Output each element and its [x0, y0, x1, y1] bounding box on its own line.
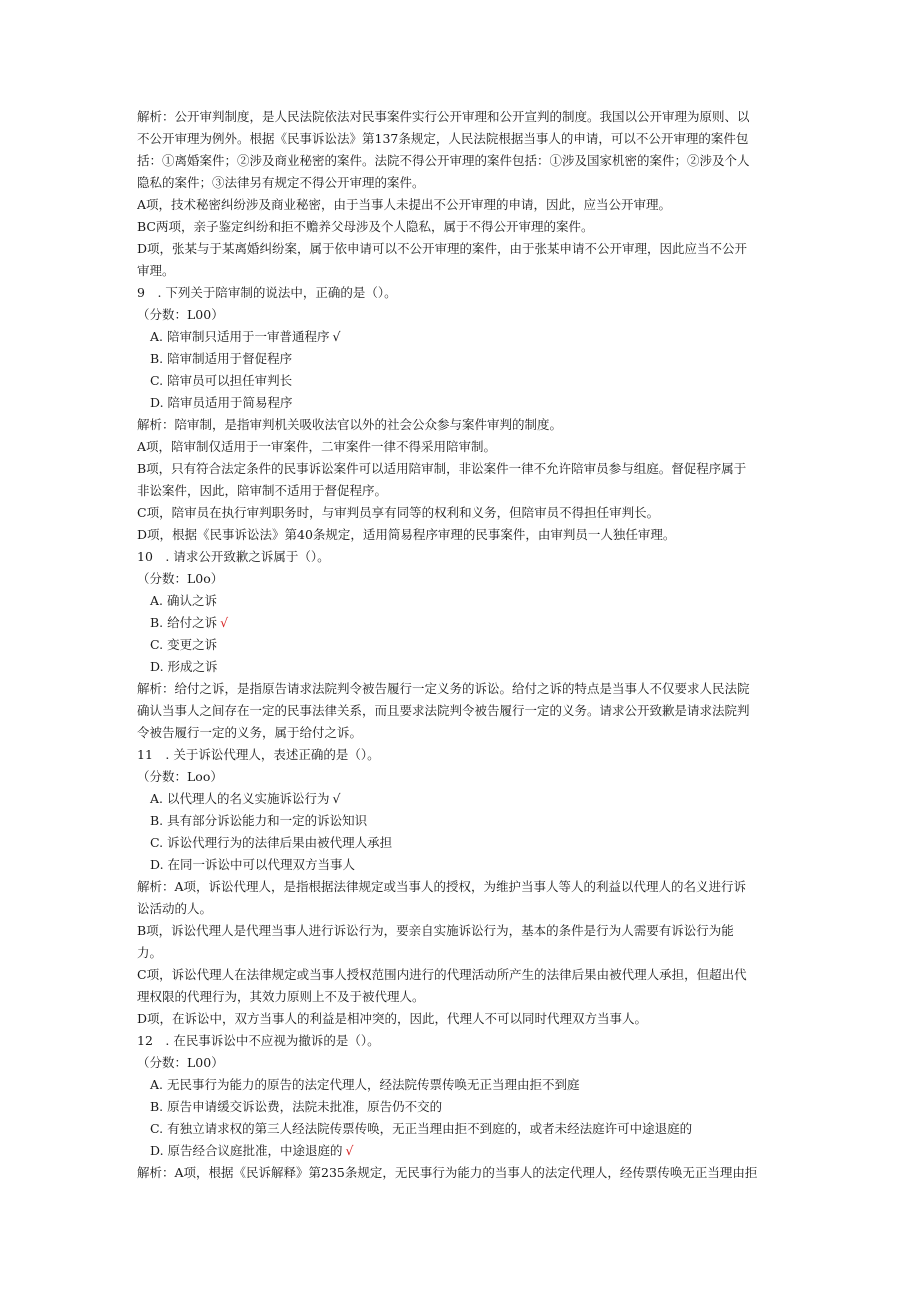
option-text: A. 无民事行为能力的原告的法定代理人，经法院传票传唤无正当理由拒不到庭 — [150, 1077, 580, 1092]
analysis-line: 解析：给付之诉，是指原告请求法院判令被告履行一定义务的诉讼。给付之诉的特点是当事人不仅要求人民法院 — [137, 681, 750, 696]
question-title: 10 . 请求公开致歉之诉属于（）。 — [137, 549, 330, 564]
question-11 — [137, 744, 787, 1030]
option-text: C. 变更之诉 — [150, 637, 218, 652]
question-9 — [137, 282, 787, 546]
checkmark-icon: √ — [332, 791, 341, 806]
question-title: 9 . 下列关于陪审制的说法中，正确的是（）。 — [137, 285, 397, 300]
analysis-block-q8 — [137, 106, 787, 282]
analysis-line: 审理。 — [137, 263, 175, 278]
option-a[interactable] — [137, 1074, 787, 1096]
analysis-line: C项，诉讼代理人在法律规定或当事人授权范围内进行的代理活动所产生的法律后果由被代理人承担，但超出代 — [137, 967, 747, 982]
analysis-line: 力。 — [137, 945, 163, 960]
option-text: B. 具有部分诉讼能力和一定的诉讼知识 — [150, 813, 368, 828]
option-text: C. 有独立请求权的第三人经法院传票传唤，无正当理由拒不到庭的，或者未经法庭许可中途退庭的 — [150, 1121, 693, 1136]
option-b[interactable] — [137, 810, 787, 832]
analysis-line: B项，只有符合法定条件的民事诉讼案件可以适用陪审制，非讼案件一律不允许陪审员参与组庭。督促程序属于 — [137, 461, 747, 476]
option-c[interactable] — [137, 370, 787, 392]
question-title: 12 . 在民事诉讼中不应视为撤诉的是（）。 — [137, 1033, 380, 1048]
question-score: （分数：L00） — [137, 1055, 224, 1070]
option-b[interactable] — [137, 1096, 787, 1118]
option-d[interactable] — [137, 656, 787, 678]
checkmark-icon: √ — [220, 615, 229, 630]
option-text: B. 陪审制适用于督促程序 — [150, 351, 293, 366]
option-c[interactable] — [137, 832, 787, 854]
option-text: B. 原告申请缓交诉讼费，法院未批准，原告仍不交的 — [150, 1099, 443, 1114]
question-score: （分数：Loo） — [137, 769, 223, 784]
question-12 — [137, 1030, 787, 1184]
option-text: D. 陪审员适用于简易程序 — [150, 395, 293, 410]
analysis-line: A项，技术秘密纠纷涉及商业秘密，由于当事人未提出不公开审理的申请，因此，应当公开审理。 — [137, 197, 672, 212]
question-score: （分数：L00） — [137, 307, 224, 322]
analysis-line: 括：①离婚案件；②涉及商业秘密的案件。法院不得公开审理的案件包括：①涉及国家机密的案件；②涉及个人 — [137, 153, 750, 168]
analysis-line: 确认当事人之间存在一定的民事法律关系，而且要求法院判令被告履行一定的义务。请求公开致歉是请求法院判 — [137, 703, 750, 718]
analysis-line: 隐私的案件；③法律另有规定不得公开审理的案件。 — [137, 175, 425, 190]
option-a[interactable] — [137, 788, 787, 810]
analysis-line: D项，张某与于某离婚纠纷案，属于依申请可以不公开审理的案件，由于张某申请不公开审理，因此应当不公开 — [137, 241, 748, 256]
analysis-line: A项，陪审制仅适用于一审案件，二审案件一律不得采用陪审制。 — [137, 439, 497, 454]
option-text: A. 陪审制只适用于一审普通程序 — [150, 329, 330, 344]
question-score: （分数：L0o） — [137, 571, 224, 586]
option-b[interactable] — [137, 348, 787, 370]
option-d[interactable] — [137, 392, 787, 414]
analysis-line: 不公开审理为例外。根据《民事诉讼法》第137条规定，人民法院根据当事人的申请，可以不公开审理的案件包 — [137, 131, 749, 146]
document-page — [137, 106, 787, 1184]
option-b[interactable] — [137, 612, 787, 634]
analysis-line: 令被告履行一定的义务，属于给付之诉。 — [137, 725, 363, 740]
checkmark-icon: √ — [332, 329, 341, 344]
option-text: D. 原告经合议庭批准，中途退庭的 — [150, 1143, 343, 1158]
analysis-line: D项，在诉讼中，双方当事人的利益是相冲突的，因此，代理人不可以同时代理双方当事人。 — [137, 1011, 648, 1026]
option-c[interactable] — [137, 1118, 787, 1140]
option-text: B. 给付之诉 — [150, 615, 218, 630]
option-text: A. 以代理人的名义实施诉讼行为 — [150, 791, 330, 806]
analysis-line: 解析：陪审制，是指审判机关吸收法官以外的社会公众参与案件审判的制度。 — [137, 417, 563, 432]
analysis-line: B项，诉讼代理人是代理当事人进行诉讼行为，要亲自实施诉讼行为，基本的条件是行为人需要有诉讼行为能 — [137, 923, 734, 938]
analysis-line: 讼活动的人。 — [137, 901, 213, 916]
option-c[interactable] — [137, 634, 787, 656]
option-text: C. 陪审员可以担任审判长 — [150, 373, 293, 388]
option-a[interactable] — [137, 326, 787, 348]
analysis-line: C项，陪审员在执行审判职务时，与审判员享有同等的权利和义务，但陪审员不得担任审判长。 — [137, 505, 660, 520]
option-d[interactable] — [137, 854, 787, 876]
analysis-line: BC两项，亲子鉴定纠纷和拒不赡养父母涉及个人隐私，属于不得公开审理的案件。 — [137, 219, 594, 234]
analysis-line: 解析：A项，诉讼代理人，是指根据法律规定或当事人的授权，为维护当事人等人的利益以代理人的名义进行诉 — [137, 879, 747, 894]
question-title: 11 . 关于诉讼代理人，表述正确的是（）。 — [137, 747, 380, 762]
option-d[interactable] — [137, 1140, 787, 1162]
analysis-line: 理权限的代理行为，其效力原则上不及于被代理人。 — [137, 989, 425, 1004]
option-text: D. 在同一诉讼中可以代理双方当事人 — [150, 857, 356, 872]
option-text: D. 形成之诉 — [150, 659, 218, 674]
analysis-line: 解析：A项，根据《民诉解释》第235条规定，无民事行为能力的当事人的法定代理人，经传票传唤无正当理由拒 — [137, 1165, 758, 1180]
option-text: C. 诉讼代理行为的法律后果由被代理人承担 — [150, 835, 393, 850]
checkmark-icon: √ — [345, 1143, 354, 1158]
analysis-line: 解析：公开审判制度，是人民法院依法对民事案件实行公开审理和公开宣判的制度。我国以公开审理为原则、以 — [137, 109, 750, 124]
question-10 — [137, 546, 787, 744]
option-text: A. 确认之诉 — [150, 593, 217, 608]
option-a[interactable] — [137, 590, 787, 612]
analysis-line: 非讼案件，因此，陪审制不适用于督促程序。 — [137, 483, 388, 498]
analysis-line: D项，根据《民事诉讼法》第40条规定，适用简易程序审理的民事案件，由审判员一人独任审理。 — [137, 527, 676, 542]
